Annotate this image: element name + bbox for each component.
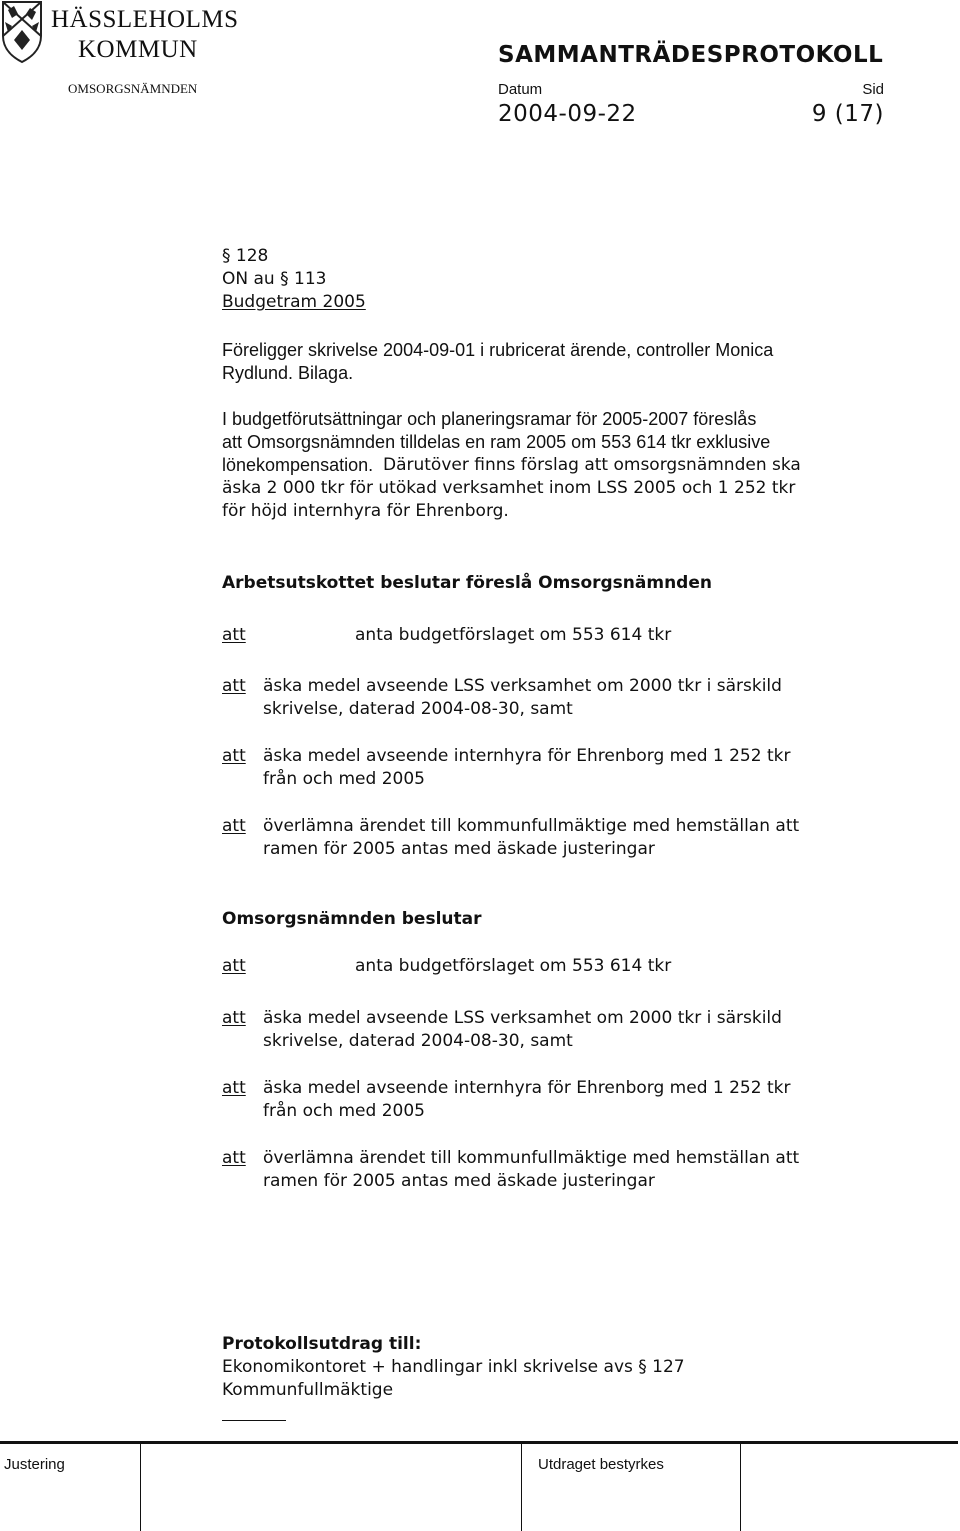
footer-utdrag-divider (740, 1441, 741, 1531)
section-number: § 128 (222, 246, 269, 266)
au-item-2-line1: äska medel avseende LSS verksamhet om 2000 tkr i särskild (263, 676, 782, 696)
on-att-4: att (222, 1148, 246, 1168)
on-att-1: att (222, 956, 246, 976)
document-title: SAMMANTRÄDESPROTOKOLL (498, 42, 884, 68)
intro-p2-line1: I budgetförutsättningar och planeringsramar för 2005-2007 föreslås (222, 409, 757, 429)
au-item-3-line2: från och med 2005 (263, 769, 425, 789)
intro-p2-line3b: Därutöver finns förslag att omsorgsnämnden ska (383, 455, 801, 475)
intro-p2-line5: för höjd internhyra för Ehrenborg. (222, 501, 509, 521)
section-title: Budgetram 2005 (222, 292, 366, 312)
signature-rule (222, 1420, 286, 1421)
au-att-2: att (222, 676, 246, 696)
on-item-2-line1: äska medel avseende LSS verksamhet om 2000 tkr i särskild (263, 1008, 782, 1028)
au-decision-heading: Arbetsutskottet beslutar föreslå Omsorgsnämnden (222, 573, 712, 593)
on-item-2-line2: skrivelse, daterad 2004-08-30, samt (263, 1031, 573, 1051)
on-item-3-line2: från och med 2005 (263, 1101, 425, 1121)
on-item-4-line1: överlämna ärendet till kommunfullmäktige med hemställan att (263, 1148, 800, 1168)
on-decision-heading: Omsorgsnämnden beslutar (222, 909, 482, 929)
au-item-1: anta budgetförslaget om 553 614 tkr (355, 625, 672, 645)
committee-name: OMSORGSNÄMNDEN (68, 81, 198, 96)
intro-p2-line2: att Omsorgsnämnden tilldelas en ram 2005 om 553 614 tkr exklusive (222, 432, 771, 452)
date-label: Datum (498, 81, 543, 98)
footer-utdrag-label: Utdraget bestyrkes (538, 1456, 664, 1473)
distribution-line2: Kommunfullmäktige (222, 1380, 394, 1400)
au-item-4-line2: ramen för 2005 antas med äskade justeringar (263, 839, 655, 859)
intro-p1-line2: Rydlund. Bilaga. (222, 363, 354, 383)
section-ref: ON au § 113 (222, 269, 327, 289)
distribution-heading: Protokollsutdrag till: (222, 1334, 422, 1354)
au-item-2-line2: skrivelse, daterad 2004-08-30, samt (263, 699, 573, 719)
on-item-1: anta budgetförslaget om 553 614 tkr (355, 956, 672, 976)
au-item-3-line1: äska medel avseende internhyra för Ehrenborg med 1 252 tkr (263, 746, 791, 766)
on-att-2: att (222, 1008, 246, 1028)
coat-of-arms-icon (0, 0, 44, 64)
page-label: Sid (862, 81, 884, 98)
au-att-4: att (222, 816, 246, 836)
distribution-line1: Ekonomikontoret + handlingar inkl skrivelse avs § 127 (222, 1357, 685, 1377)
intro-p1-line1: Föreligger skrivelse 2004-09-01 i rubricerat ärende, controller Monica (222, 340, 774, 360)
intro-p2-line4: äska 2 000 tkr för utökad verksamhet inom LSS 2005 och 1 252 tkr (222, 478, 796, 498)
au-item-4-line1: överlämna ärendet till kommunfullmäktige med hemställan att (263, 816, 800, 836)
au-att-3: att (222, 746, 246, 766)
on-att-3: att (222, 1078, 246, 1098)
on-item-3-line1: äska medel avseende internhyra för Ehrenborg med 1 252 tkr (263, 1078, 791, 1098)
org-name-line2: KOMMUN (78, 36, 198, 63)
footer-justering-divider (140, 1441, 141, 1531)
footer-justering-label: Justering (4, 1456, 65, 1473)
org-name-line1: HÄSSLEHOLMS (51, 6, 239, 33)
footer-divider (0, 1441, 522, 1531)
intro-p2-line3a: lönekompensation. (222, 455, 374, 475)
date-value: 2004-09-22 (498, 101, 637, 127)
page-number: 9 (17) (811, 101, 884, 127)
au-att-1: att (222, 625, 246, 645)
on-item-4-line2: ramen för 2005 antas med äskade justeringar (263, 1171, 655, 1191)
